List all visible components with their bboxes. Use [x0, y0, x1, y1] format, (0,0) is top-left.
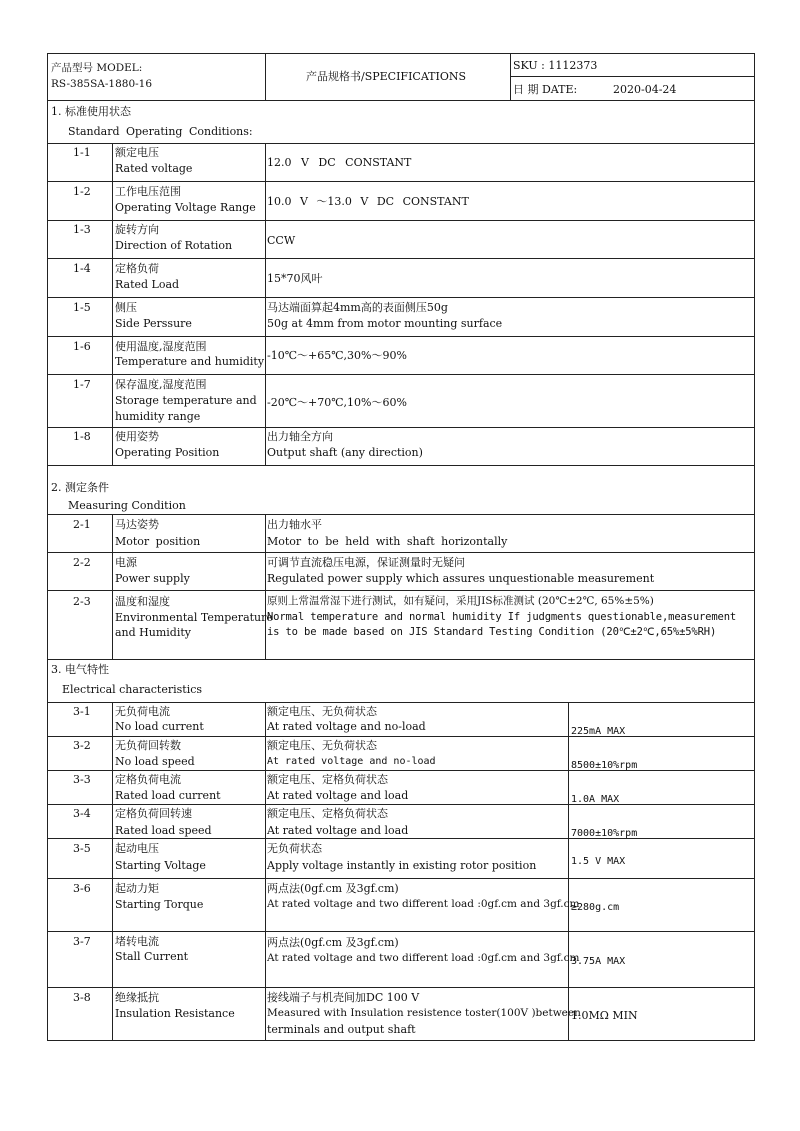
spec-value: 3.75A MAX — [571, 956, 626, 967]
date-value: 2020-04-24 — [613, 83, 677, 96]
condition-cn: 额定电压、无负荷状态 — [267, 739, 377, 752]
section-3-title-cn: 3. 电气特性 — [51, 663, 109, 676]
condition-en: At rated voltage and load — [267, 789, 409, 802]
item-value-cn: 原则上常温常湿下进行测试，如有疑问，采用JIS标准测试 (20℃±2℃, 65%±5%) — [267, 595, 654, 607]
row-number: 1-2 — [73, 185, 91, 198]
condition-cn: 两点法(0gf.cm 及3gf.cm) — [267, 936, 399, 949]
condition-en: At rated voltage and no-load — [267, 756, 436, 767]
item-en: Operating Voltage Range — [115, 201, 256, 214]
item-en-line2: and Humidity — [115, 626, 192, 639]
row-number: 3-1 — [73, 705, 91, 718]
condition-en: Measured with Insulation resistence toster(100V )between — [267, 1007, 581, 1019]
item-value-cn: 可调节直流稳压电源，保证测量时无疑问 — [267, 556, 465, 569]
condition-cn: 无负荷状态 — [267, 842, 322, 855]
row-number: 3-3 — [73, 773, 91, 786]
row-number: 1-6 — [73, 340, 91, 353]
item-value-en: Normal temperature and normal humidity If judgments questionable,measurement — [267, 611, 737, 623]
spec-value: 7000±10%rpm — [571, 828, 638, 839]
item-cn: 使用温度,湿度范围 — [115, 340, 207, 353]
item-cn: 无负荷电流 — [115, 705, 170, 718]
item-en: Rated voltage — [115, 162, 193, 175]
item-value-cn: 马达端面算起4mm高的表面侧压50g — [267, 301, 448, 314]
item-cn: 旋转方向 — [115, 223, 159, 236]
section-2-title-cn: 2. 测定条件 — [51, 481, 109, 494]
item-value-en: 50g at 4mm from motor mounting surface — [267, 317, 503, 330]
item-en: Insulation Resistance — [115, 1007, 235, 1020]
item-value-en-line2: is to be made based on JIS Standard Testing Condition (20℃±2℃,65%±5%RH) — [267, 626, 717, 638]
item-en: Operating Position — [115, 446, 220, 459]
item-en: Side Perssure — [115, 317, 192, 330]
item-cn: 定格负荷电流 — [115, 773, 181, 786]
item-cn: 保存温度,湿度范围 — [115, 378, 207, 391]
item-en: Rated load speed — [115, 824, 212, 837]
condition-cn: 两点法(0gf.cm 及3gf.cm) — [267, 882, 399, 895]
date-label: 日 期 DATE: — [513, 83, 578, 96]
spec-value: ≥280g.cm — [571, 902, 620, 913]
item-value: 15*70风叶 — [267, 272, 323, 285]
model-label: 产品型号 MODEL: — [51, 62, 143, 74]
item-cn: 马达姿势 — [115, 518, 159, 531]
item-cn: 起动力矩 — [115, 882, 159, 895]
item-en: No load speed — [115, 755, 195, 768]
item-cn: 使用姿势 — [115, 430, 159, 443]
item-cn: 电源 — [115, 556, 137, 569]
item-value: 12.0 V DC CONSTANT — [267, 156, 412, 169]
condition-cn: 额定电压、定格负荷状态 — [267, 807, 388, 820]
row-number: 1-4 — [73, 262, 91, 275]
row-number: 3-7 — [73, 935, 91, 948]
condition-cn: 额定电压、定格负荷状态 — [267, 773, 388, 786]
row-number: 1-3 — [73, 223, 91, 236]
item-en: Starting Voltage — [115, 859, 206, 872]
row-number: 2-1 — [73, 518, 91, 531]
section-1-title-cn: 1. 标准使用状态 — [51, 105, 131, 118]
row-number: 1-8 — [73, 430, 91, 443]
item-cn: 堵转电流 — [115, 935, 159, 948]
item-value: -10℃～+65℃,30%～90% — [267, 349, 407, 362]
item-en: Storage temperature and — [115, 394, 257, 407]
item-en: Direction of Rotation — [115, 239, 233, 252]
condition-cn: 额定电压、无负荷状态 — [267, 705, 377, 718]
item-en: Environmental Temperature — [115, 611, 273, 624]
item-en: Temperature and humidity — [115, 355, 265, 368]
item-en: Rated Load — [115, 278, 180, 291]
row-number: 1-5 — [73, 301, 91, 314]
item-cn: 起动电压 — [115, 842, 159, 855]
item-value: 10.0 V ～13.0 V DC CONSTANT — [267, 195, 469, 208]
item-value-en: Motor to be held with shaft horizontally — [267, 535, 508, 548]
row-number: 2-2 — [73, 556, 91, 569]
item-en: Starting Torque — [115, 898, 204, 911]
row-number: 2-3 — [73, 595, 91, 608]
item-value-en: Output shaft (any direction) — [267, 446, 423, 459]
document-title: 产品规格书/SPECIFICATIONS — [306, 70, 467, 83]
condition-cn: 接线端子与机壳间加DC 100 V — [267, 991, 420, 1004]
spec-value: 1.5 V MAX — [571, 856, 626, 867]
item-cn: 定格负荷回转速 — [115, 807, 192, 820]
item-en: Stall Current — [115, 950, 189, 963]
row-number: 3-8 — [73, 991, 91, 1004]
spec-value: 1.0MΩ MIN — [571, 1009, 638, 1022]
sku: SKU : 1112373 — [513, 59, 598, 72]
condition-en: At rated voltage and load — [267, 824, 409, 837]
condition-en: At rated voltage and two different load :0gf.cm and 3gf.cm — [267, 898, 580, 910]
row-number: 1-7 — [73, 378, 91, 391]
section-1-title-en: Standard Operating Conditions: — [68, 125, 253, 138]
item-cn: 额定电压 — [115, 146, 159, 159]
condition-en: At rated voltage and no-load — [267, 720, 426, 733]
condition-en-line2: terminals and output shaft — [267, 1023, 416, 1036]
item-en: Power supply — [115, 572, 190, 585]
item-value-en: Regulated power supply which assures unquestionable measurement — [267, 572, 655, 585]
spec-value: 8500±10%rpm — [571, 760, 638, 771]
item-value: CCW — [267, 234, 296, 247]
item-cn: 定格负荷 — [115, 262, 159, 275]
item-cn: 无负荷回转数 — [115, 739, 181, 752]
item-cn: 绝缘抵抗 — [115, 991, 159, 1004]
model-value: RS-385SA-1880-16 — [51, 78, 153, 90]
item-value-cn: 出力轴全方向 — [267, 430, 333, 443]
spec-value: 1.0A MAX — [571, 794, 620, 805]
condition-en: At rated voltage and two different load :0gf.cm and 3gf.cm — [267, 952, 580, 964]
condition-en: Apply voltage instantly in existing rotor position — [267, 859, 537, 872]
item-en: Motor position — [115, 535, 201, 548]
item-en-line2: humidity range — [115, 410, 201, 423]
item-value-cn: 出力轴水平 — [267, 518, 322, 531]
item-cn: 温度和湿度 — [115, 595, 170, 608]
section-3-title-en: Electrical characteristics — [62, 683, 203, 696]
spec-value: 225mA MAX — [571, 726, 626, 737]
row-number: 1-1 — [73, 146, 91, 159]
item-en: Rated load current — [115, 789, 221, 802]
section-2-title-en: Measuring Condition — [68, 499, 186, 512]
item-en: No load current — [115, 720, 204, 733]
item-cn: 侧压 — [115, 301, 137, 314]
item-cn: 工作电压范围 — [115, 185, 181, 198]
item-value: -20℃～+70℃,10%～60% — [267, 396, 407, 409]
row-number: 3-2 — [73, 739, 91, 752]
row-number: 3-6 — [73, 882, 91, 895]
row-number: 3-4 — [73, 807, 91, 820]
row-number: 3-5 — [73, 842, 91, 855]
